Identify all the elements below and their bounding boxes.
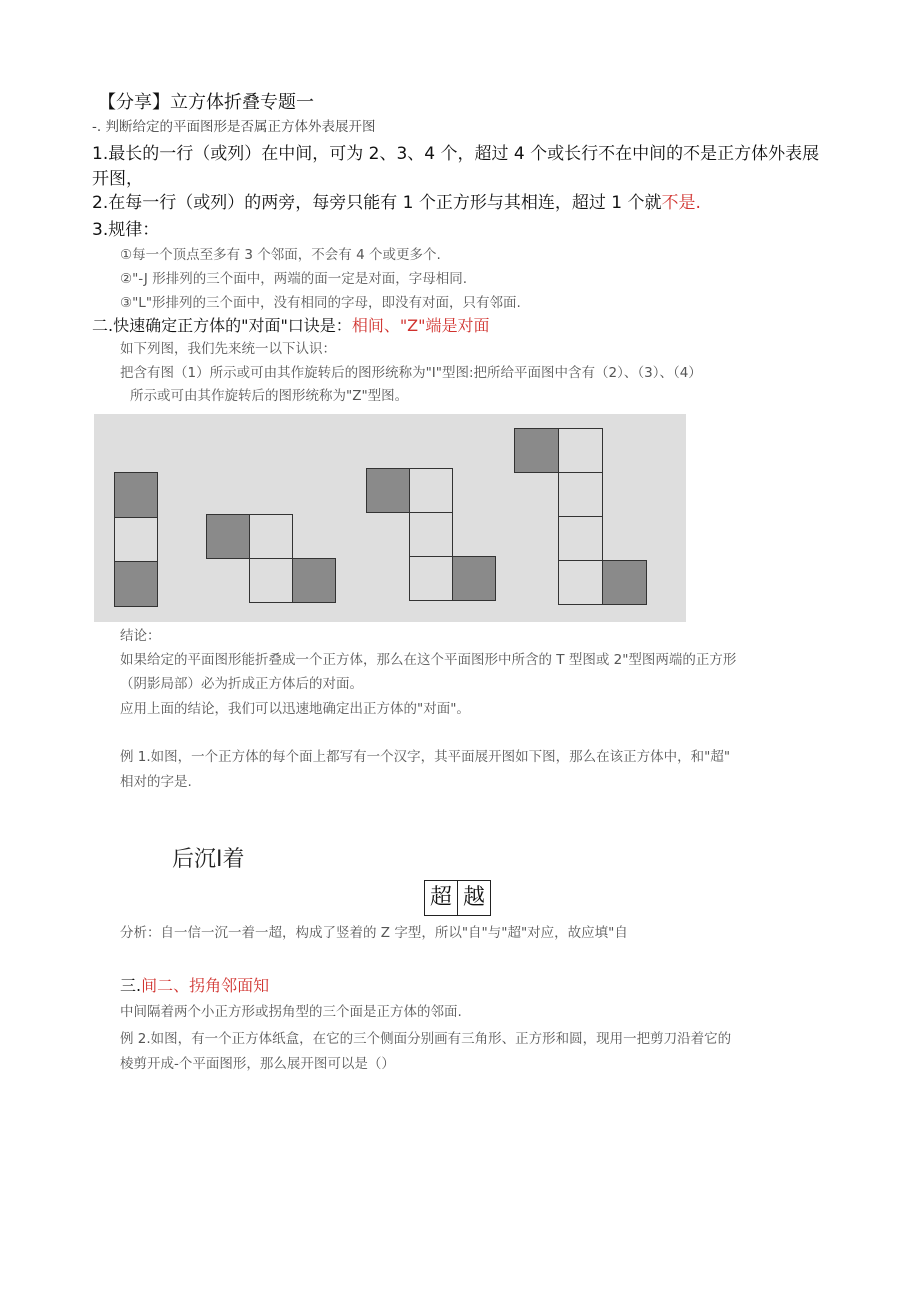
net-diagrams-figure (94, 414, 686, 622)
net2-square-3 (249, 558, 293, 603)
net4-square-2 (558, 428, 603, 473)
rule1-line2: 开图， (92, 169, 143, 189)
example2-line2: 棱剪开成-个平面图形，那么展开图可以是（） (120, 1056, 395, 1072)
rule1-line1: 1.最长的一行（或列）在中间，可为 2、3、4 个，超过 4 个或长行不在中间的不是正方体外表展 (92, 144, 820, 164)
net1-square-bottom (114, 561, 158, 607)
conclusion-line1: 如果给定的平面图形能折叠成一个正方体，那么在这个平面图形中所含的 T 型图或 2"型图两端的正方形 (120, 652, 737, 668)
section2-heading-red: 相间、"Z"端是对面 (351, 316, 490, 335)
section3-heading (120, 978, 269, 994)
net2-square-4 (292, 558, 336, 603)
section1-heading: -. 判断给定的平面图形是否属正方体外表展开图 (92, 119, 376, 135)
example1-line1: 例 1.如图，一个正方体的每个面上都写有一个汉字，其平面展开图如下图，那么在该正方体中，和"超" (120, 749, 731, 765)
section3-heading-red: 间二、拐角邻面知 (141, 976, 270, 995)
rule2-line (92, 195, 701, 212)
net1-square-top (114, 472, 158, 518)
net3-square-4 (409, 556, 453, 601)
net2-square-1 (206, 514, 250, 559)
example1-line2: 相对的字是. (120, 774, 192, 790)
rule3-item-1: ①每一个顶点至多有 3 个邻面，不会有 4 个或更多个. (120, 247, 441, 263)
page-title: 【分享】立方体折叠专题一 (98, 92, 314, 113)
net3-square-2 (409, 468, 453, 513)
section2-desc-line1: 把含有图（1）所示或可由其作旋转后的图形统称为"I"型图:把所给平面图中含有（2）、（3）、（4） (120, 365, 702, 381)
rule2-red: 不是. (661, 193, 701, 213)
section3-line1: 中间隔着两个小正方形或拐角型的三个面是正方体的邻面. (120, 1004, 462, 1020)
rule3-item-2: ②"-J 形排列的三个面中，两端的面一定是对面，字母相同. (120, 271, 467, 287)
apply-line: 应用上面的结论，我们可以迅速地确定出正方体的"对面"。 (120, 701, 470, 717)
net4-square-6 (602, 560, 647, 605)
net3-square-5 (452, 556, 496, 601)
net4-square-1 (514, 428, 559, 473)
net3-square-3 (409, 512, 453, 557)
rule3-item-3: ③"L"形排列的三个面中，没有相同的字母，即没有对面，只有邻面. (120, 295, 521, 311)
section3-heading-black: 三. (120, 976, 142, 995)
net4-square-3 (558, 472, 603, 517)
rule3-heading: 3.规律： (92, 220, 160, 240)
section2-desc-line2: 所示或可由其作旋转后的图形统称为"Z"型图。 (130, 388, 409, 404)
section2-heading-black: 二.快速确定正方体的"对面"口诀是： (92, 316, 352, 335)
example-net-box-chao: 超 (424, 880, 458, 916)
conclusion-line2: （阴影局部）必为折成正方体后的对面。 (120, 676, 363, 692)
example-net-top-row: 后沉I着 (172, 847, 245, 872)
example-net-box-yue: 越 (457, 880, 491, 916)
net3-square-1 (366, 468, 410, 513)
rule2-main: 2.在每一行（或列）的两旁，每旁只能有 1 个正方形与其相连，超过 1 个就 (92, 193, 662, 213)
example2-line1: 例 2.如图，有一个正方体纸盒，在它的三个侧面分别画有三角形、正方形和圆，现用一把剪刀沿着它的 (120, 1031, 732, 1047)
net4-square-4 (558, 516, 603, 561)
section2-heading (92, 318, 490, 334)
analysis-line: 分析：自一信一沉一着一超，构成了竖着的 Z 字型，所以"自"与"超"对应，故应填"自 (120, 925, 628, 941)
net4-square-5 (558, 560, 603, 605)
net1-square-middle (114, 517, 158, 562)
conclusion-label: 结论： (120, 628, 161, 644)
section2-intro: 如下列图，我们先来统一以下认识： (120, 341, 336, 357)
net2-square-2 (249, 514, 293, 559)
